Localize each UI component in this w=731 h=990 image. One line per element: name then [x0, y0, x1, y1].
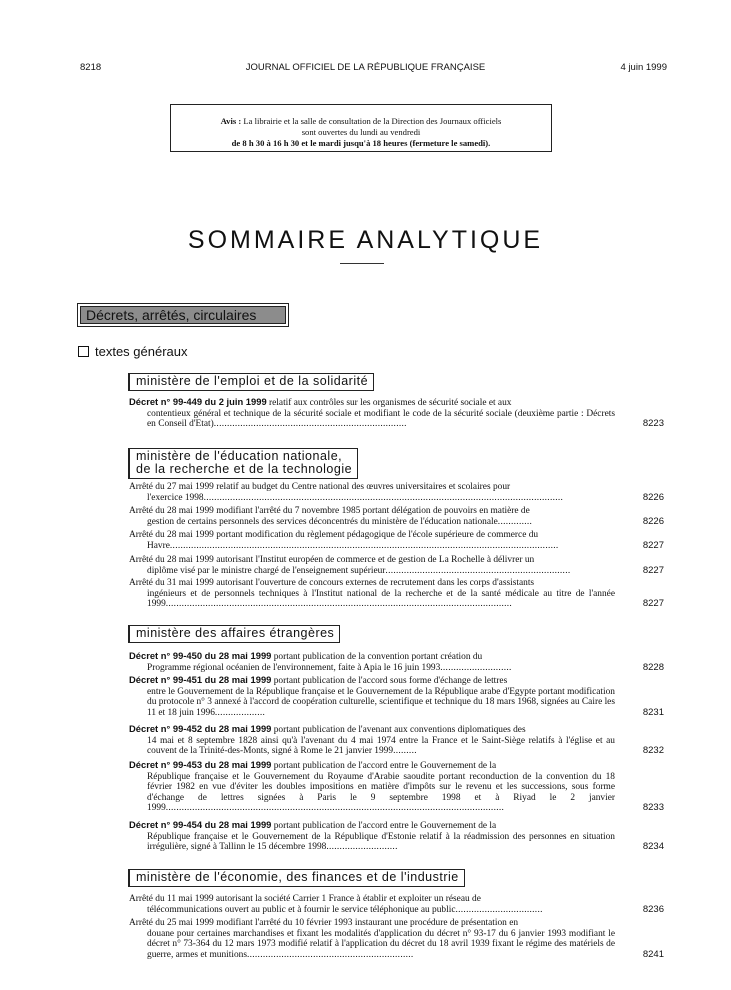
entry-lead: relatif aux contrôles sur les organismes de sécurité sociale et aux — [266, 398, 512, 408]
entry-page: 8227 — [642, 598, 664, 609]
notice-label: Avis : — [220, 116, 242, 126]
entry-page: 8226 — [642, 515, 664, 527]
notice-box — [170, 104, 552, 152]
entry-page: 8234 — [642, 841, 664, 852]
entry-text: douane pour certaines marchandises et fixant les modalités d'application du décret n° 93-17 du 6 janvier 1993 modifiant le décret n° 73-364 du 12 mars 1973 modifié relatif à l'application du décret du 18 avril 1939 fixant le régime des matériels de guerre, armes et munitions — [147, 928, 615, 960]
entry-lead: Arrêté du 31 mai 1999 autorisant l'ouverture de concours externes de recrutement dans les corps d'assistants — [129, 578, 535, 588]
ministry-name: ministère de l'économie, des finances et de l'industrie — [136, 870, 459, 884]
ministry-name: de la recherche et de la technologie — [136, 462, 353, 476]
list-item: Arrêté du 25 mai 1999 modifiant l'arrêté du 10 février 1993 instaurant une procédure de présentation en douane pour certaines marchandises et fixant les modalités d'application du décret n° 93-17 du 6 janvier 1993 modifiant le décret n° 73-364 du 12 mars 1973 modifié relatif à l'application du décret du 18 avril 1939 fixant le régime des matériels de guerre, armes et munitions............................................................... 8241 — [129, 918, 664, 960]
entry-lead: Arrêté du 25 mai 1999 modifiant l'arrêté du 10 février 1993 instaurant une procédure de présentation en — [129, 918, 519, 928]
entry-page: 8223 — [642, 418, 664, 429]
journal-title: JOURNAL OFFICIEL DE LA RÉPUBLIQUE FRANÇAISE — [245, 62, 486, 73]
entry-page: 8233 — [642, 802, 664, 813]
entry-page: 8231 — [642, 706, 664, 718]
decree-ref: Décret n° 99-451 du 28 mai 1999 — [129, 674, 272, 685]
entry-lead: Arrêté du 28 mai 1999 portant modification du règlement pédagogique de l'école supérieure de commerce du — [129, 530, 539, 540]
entry-lead: Arrêté du 28 mai 1999 modifiant l'arrêté du 7 novembre 1985 portant délégation de pouvoirs en matière de — [129, 506, 530, 516]
subsection-label: textes généraux — [95, 344, 188, 359]
list-item: Décret n° 99-453 du 28 mai 1999 portant publication de l'accord entre le Gouvernement de la République française et le Gouvernement du Royaume d'Arabie saoudite portant reconduction de la convention du 18 février 1982 en vue d'éviter les doubles impositions en matière d'impôts sur le revenu et les successions, sous forme d'échange de lettres signées à Paris le 9 septembre 1998 et à Riyad le 2 janvier 1999................................................................................................................................ 8233 — [129, 759, 664, 813]
checkbox-icon — [78, 346, 89, 357]
entry-lead: Arrêté du 28 mai 1999 autorisant l'Institut européen de commerce et de gestion de La Rochelle à délivrer un — [129, 555, 535, 565]
entry-text: Programme régional océanien de l'environnement, faite à Apia le 16 juin 1993 — [147, 662, 441, 673]
entry-text: 14 mai et 8 septembre 1828 ainsi qu'à l'avenant du 4 mai 1974 entre la France et le Saint-Siège relatifs à l'église et au couvent de la Trinité-des-Monts, signé à Rome le 21 janvier 1999 — [147, 735, 615, 756]
entry-lead: portant publication de l'avenant aux conventions diplomatiques des — [271, 725, 526, 735]
entry-page: 8228 — [642, 661, 664, 673]
ministry-name: ministère de l'emploi et de la solidarité — [136, 374, 369, 388]
entry-text: l'exercice 1998 — [147, 492, 204, 503]
list-item: Décret n° 99-449 du 2 juin 1999 relatif aux contrôles sur les organismes de sécurité sociale et aux contentieux général et technique de la sécurité sociale et modifiant le code de la sécurité sociale (deuxième partie : Décrets en Conseil d'Etat)......................................................................... 8223 — [129, 396, 664, 429]
decree-ref: Décret n° 99-450 du 28 mai 1999 — [129, 650, 272, 661]
list-item: Arrêté du 28 mai 1999 autorisant l'Institut européen de commerce et de gestion de La Rochelle à délivrer un diplôme visé par le ministre chargé de l'enseignement supérieur...................................................................... 8227 — [129, 555, 664, 576]
list-item: Arrêté du 28 mai 1999 portant modification du règlement pédagogique de l'école supérieure de commerce du Havre................................................................................................................................................... 8227 — [129, 530, 664, 551]
ministry-name: ministère de l'éducation nationale, — [136, 449, 343, 463]
entry-lead: portant publication de l'accord entre le Gouvernement de la — [271, 761, 497, 771]
notice-line-3: de 8 h 30 à 16 h 30 et le mardi jusqu'à 18 heures (fermeture le samedi). — [231, 138, 491, 148]
entry-text: République française et le Gouvernement de la République d'Estonie relatif à la réadmission des personnes en situation irrégulière, signé à Tallinn le 15 décembre 1998 — [147, 831, 615, 852]
entry-text: entre le Gouvernement de la République française et le Gouvernement de la République arabe d'Egypte portant modification du protocole n° 3 annexé à l'accord de coopération culturelle, scientifique et technique du 18 mars 1968, signées au Caire les 11 et 18 juin 1996 — [147, 686, 615, 718]
entry-page: 8241 — [642, 948, 664, 960]
entry-text: gestion de certains personnels des services déconcentrés du ministère de l'éducation nationale — [147, 516, 498, 527]
ministry-heading — [128, 448, 358, 479]
entry-lead: portant publication de l'accord entre le Gouvernement de la — [271, 821, 497, 831]
entry-text: télécommunications ouvert au public et à fournir le service téléphonique au public — [147, 904, 456, 915]
list-item: Décret n° 99-451 du 28 mai 1999 portant publication de l'accord sous forme d'échange de lettres entre le Gouvernement de la République française et le Gouvernement de la République arabe d'Egypte portant modification du protocole n° 3 annexé à l'accord de coopération culturelle, scientifique et technique du 18 mars 1968, signées au Caire les 11 et 18 juin 1996................... 8231 — [129, 674, 664, 718]
decree-ref: Décret n° 99-449 du 2 juin 1999 — [129, 396, 267, 407]
ministry-heading — [128, 869, 465, 887]
entry-page: 8236 — [642, 903, 664, 915]
title-divider — [340, 263, 384, 264]
entry-page: 8227 — [642, 564, 664, 576]
list-item: Décret n° 99-454 du 28 mai 1999 portant publication de l'accord entre le Gouvernement de la République française et le Gouvernement de la République d'Estonie relatif à la réadmission des personnes en situation irrégulière, signé à Tallinn le 15 décembre 1998........................... 8234 — [129, 819, 664, 852]
entry-text: République française et le Gouvernement du Royaume d'Arabie saoudite portant reconduction de la convention du 18 février 1982 en vue d'éviter les doubles impositions en matière d'impôts sur le revenu et les successions, sous forme d'échange de lettres signées à Paris le 9 septembre 1998 et à Riyad le 2 janvier 1999 — [147, 771, 615, 813]
subsection-heading — [78, 344, 188, 359]
entry-text: Havre — [147, 540, 170, 551]
entry-text: diplôme visé par le ministre chargé de l'enseignement supérieur — [147, 565, 386, 576]
ministry-heading — [128, 373, 374, 391]
entry-text: ingénieurs et de personnels techniques à l'Institut national de la recherche et de la santé médicale au titre de l'année 1999 — [147, 588, 615, 609]
entry-lead: portant publication de la convention portant création du — [271, 652, 483, 662]
section-heading-label: Décrets, arrêtés, circulaires — [80, 306, 286, 324]
notice-line-2: sont ouvertes du lundi au vendredi — [301, 127, 421, 137]
page-title: SOMMAIRE ANALYTIQUE — [187, 226, 544, 254]
list-item: Décret n° 99-450 du 28 mai 1999 portant publication de la convention portant création du Programme régional océanien de l'environnement, faite à Apia le 16 juin 1993........................... 8228 — [129, 650, 664, 673]
entry-lead: Arrêté du 27 mai 1999 relatif au budget du Centre national des œuvres universitaires et scolaires pour — [129, 482, 511, 492]
entry-lead: portant publication de l'accord sous forme d'échange de lettres — [271, 676, 508, 686]
ministry-heading — [128, 625, 340, 643]
entry-page: 8227 — [642, 539, 664, 551]
decree-ref: Décret n° 99-454 du 28 mai 1999 — [129, 819, 272, 830]
list-item: Arrêté du 27 mai 1999 relatif au budget du Centre national des œuvres universitaires et scolaires pour l'exercice 1998........................................................................................................................................ 8226 — [129, 482, 664, 503]
list-item: Arrêté du 28 mai 1999 modifiant l'arrêté du 7 novembre 1985 portant délégation de pouvoirs en matière de gestion de certains personnels des services déconcentrés du ministère de l'éducation nationale............. 8226 — [129, 506, 664, 527]
entry-text: contentieux général et technique de la sécurité sociale et modifiant le code de la sécurité sociale (deuxième partie : Décrets en Conseil d'Etat) — [147, 408, 615, 429]
ministry-name: ministère des affaires étrangères — [136, 626, 335, 640]
page-number: 8218 — [80, 62, 102, 73]
decree-ref: Décret n° 99-453 du 28 mai 1999 — [129, 759, 272, 770]
entry-page: 8226 — [642, 491, 664, 503]
decree-ref: Décret n° 99-452 du 28 mai 1999 — [129, 723, 272, 734]
list-item: Arrêté du 11 mai 1999 autorisant la société Carrier 1 France à établir et exploiter un réseau de télécommunications ouvert au public et à fournir le service téléphonique au public................................. 8236 — [129, 894, 664, 915]
issue-date: 4 juin 1999 — [620, 62, 667, 73]
list-item: Décret n° 99-452 du 28 mai 1999 portant publication de l'avenant aux conventions diplomatiques des 14 mai et 8 septembre 1828 ainsi qu'à l'avenant du 4 mai 1974 entre la France et le Saint-Siège relatifs à l'église et au couvent de la Trinité-des-Monts, signé à Rome le 21 janvier 1999......... 8232 — [129, 723, 664, 756]
list-item: Arrêté du 31 mai 1999 autorisant l'ouverture de concours externes de recrutement dans les corps d'assistants ingénieurs et de personnels techniques à l'Institut national de la recherche et de la santé médicale au titre de l'année 1999................................................................................................................................... 8227 — [129, 578, 664, 609]
section-heading — [77, 303, 289, 327]
entry-page: 8232 — [642, 745, 664, 756]
notice-line-1: La librairie et la salle de consultation de la Direction des Journaux officiels — [243, 116, 502, 126]
entry-lead: Arrêté du 11 mai 1999 autorisant la société Carrier 1 France à établir et exploiter un réseau de — [129, 894, 481, 904]
